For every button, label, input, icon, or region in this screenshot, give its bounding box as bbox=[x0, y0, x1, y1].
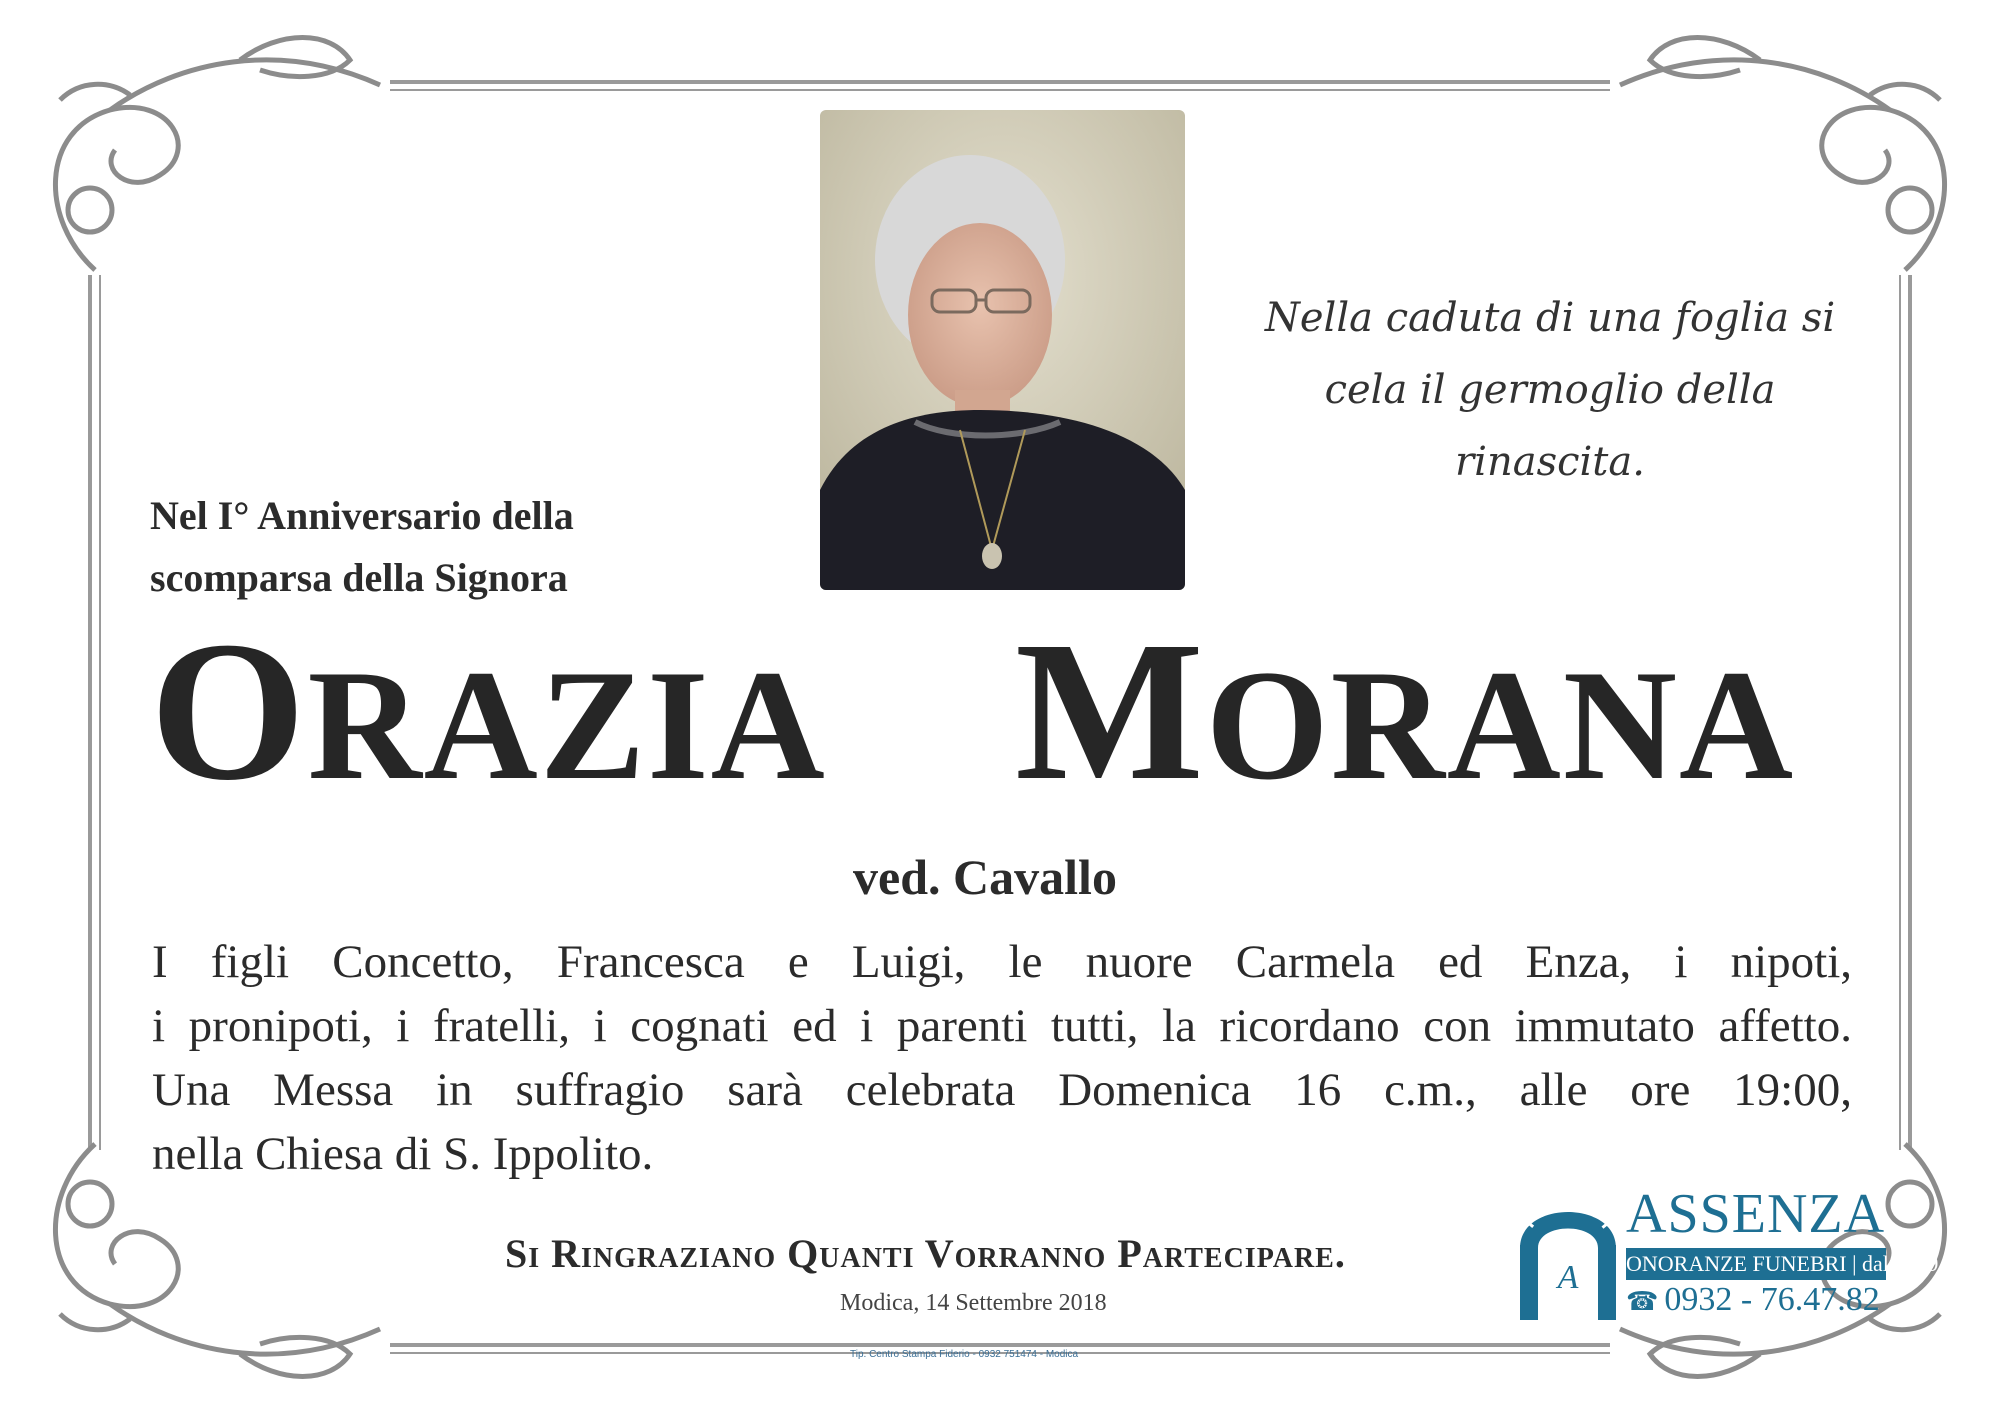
last-name: MORANA bbox=[1015, 601, 1796, 822]
body-line-3: Una Messa in suffragio sarà celebrata Domenica 16 c.m., alle ore 19:00, bbox=[152, 1064, 1852, 1116]
quote-line-2: cela il germoglio della rinascita. bbox=[1324, 367, 1776, 485]
funeral-home-subtitle: ONORANZE FUNEBRI | dal 1989 bbox=[1626, 1248, 1886, 1280]
portrait-photo bbox=[820, 110, 1185, 590]
intro-line-1: Nel I° Anniversario della bbox=[150, 493, 574, 538]
body-line-2: i pronipoti, i fratelli, i cognati ed i parenti tutti, la ricordano con immutato affetto. bbox=[152, 1000, 1852, 1052]
dateline: Modica, 14 Settembre 2018 bbox=[840, 1290, 1107, 1316]
svg-text:A: A bbox=[1557, 1259, 1579, 1296]
deceased-name bbox=[150, 601, 1850, 822]
phone-number: 0932 - 76.47.82 bbox=[1664, 1281, 1880, 1318]
funeral-home-phone bbox=[1626, 1280, 1896, 1322]
printer-credit: Tip. Centro Stampa Fiderio - 0932 751474 - Modica bbox=[850, 1349, 1079, 1360]
announcement-body bbox=[152, 930, 1852, 1186]
corner-ornament-top-right bbox=[1620, 38, 1945, 271]
body-line-4: nella Chiesa di S. Ippolito. bbox=[152, 1128, 654, 1180]
anniversary-intro bbox=[150, 485, 750, 609]
widow-of: ved. Cavallo bbox=[853, 849, 1117, 905]
memorial-quote bbox=[1240, 282, 1860, 498]
intro-line-2: scomparsa della Signora bbox=[150, 555, 568, 600]
funeral-home-name: ASSENZA bbox=[1626, 1183, 1886, 1245]
first-name: ORAZIA bbox=[150, 601, 827, 822]
funeral-home-logo bbox=[1518, 1183, 1939, 1330]
body-line-1: I figli Concetto, Francesca e Luigi, le nuore Carmela ed Enza, i nipoti, bbox=[152, 936, 1852, 988]
quote-line-1: Nella caduta di una foglia si bbox=[1264, 295, 1836, 341]
corner-ornament-top-left bbox=[55, 38, 380, 271]
telephone-icon: ☎ bbox=[1626, 1287, 1659, 1316]
arch-logo-icon bbox=[1518, 1190, 1618, 1320]
thanks-line: Si Ringraziano Quanti Vorranno Partecipare. bbox=[505, 1231, 1346, 1276]
